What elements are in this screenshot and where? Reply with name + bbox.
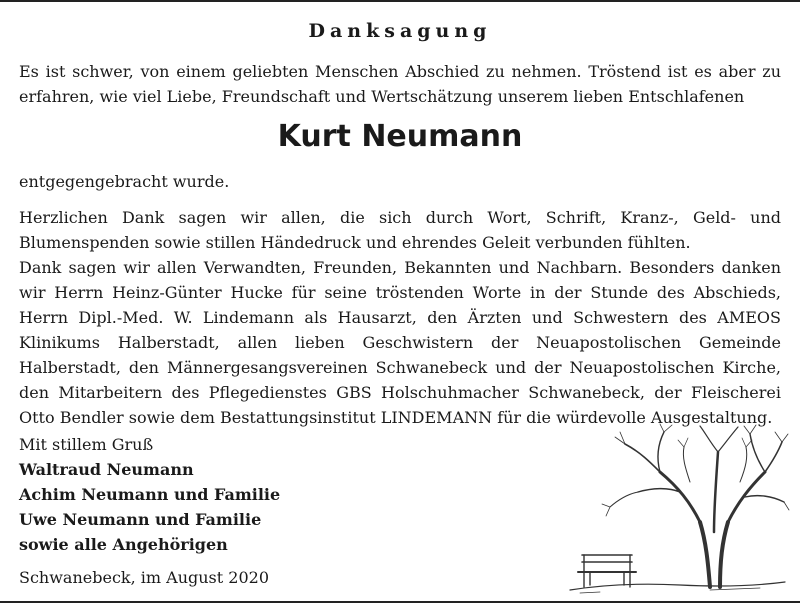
thanks-paragraph-1: Herzlichen Dank sagen wir allen, die sich durch Wort, Schrift, Kranz-, Geld- und Blumenspenden sowie stillen Händedruck und ehrendes Geleit verbunden fühlten. (19, 208, 781, 252)
deceased-name: Kurt Neumann (277, 119, 523, 154)
greeting: Mit stillem Gruß (19, 435, 154, 454)
notice-heading: Danksagung (308, 20, 492, 42)
signatory: Waltraud Neumann (19, 460, 194, 479)
signatory: Uwe Neumann und Familie (19, 510, 262, 529)
after-name-text: entgegengebracht wurde. (19, 172, 230, 191)
signoff-block (19, 432, 539, 557)
place-date: Schwanebeck, im August 2020 (19, 568, 269, 587)
tree-and-bench-icon (560, 422, 790, 597)
thanks-paragraph-2: Dank sagen wir allen Verwandten, Freunden, Bekannten und Nachbarn. Besonders danken wir Herrn Heinz-Günter Hucke für seine tröstenden Worte in der Stunde des Abschieds, Herrn Dipl.-Med. W. Lindemann als Hausarzt, den Ärzten und Schwestern des AMEOS Klinikums Halberstadt, allen lieben Geschwistern der Neuapostolischen Gemeinde Halberstadt, den Männergesangsvereinen Schwanebeck und der Neuapostolischen Kirche, den Mitarbeitern des Pflegedienstes GBS Holschuhmacher Schwanebeck, der Fleischerei Otto Bendler sowie dem Bestattungsinstitut LINDEMANN für die würdevolle Ausgestaltung. (19, 258, 781, 427)
signatory: sowie alle Angehörigen (19, 535, 228, 554)
intro-paragraph: Es ist schwer, von einem geliebten Menschen Abschied zu nehmen. Tröstend ist es aber zu erfahren, wie viel Liebe, Freundschaft und Wertschätzung unserem lieben Entschlafenen (19, 62, 781, 106)
signatory: Achim Neumann und Familie (19, 485, 281, 504)
